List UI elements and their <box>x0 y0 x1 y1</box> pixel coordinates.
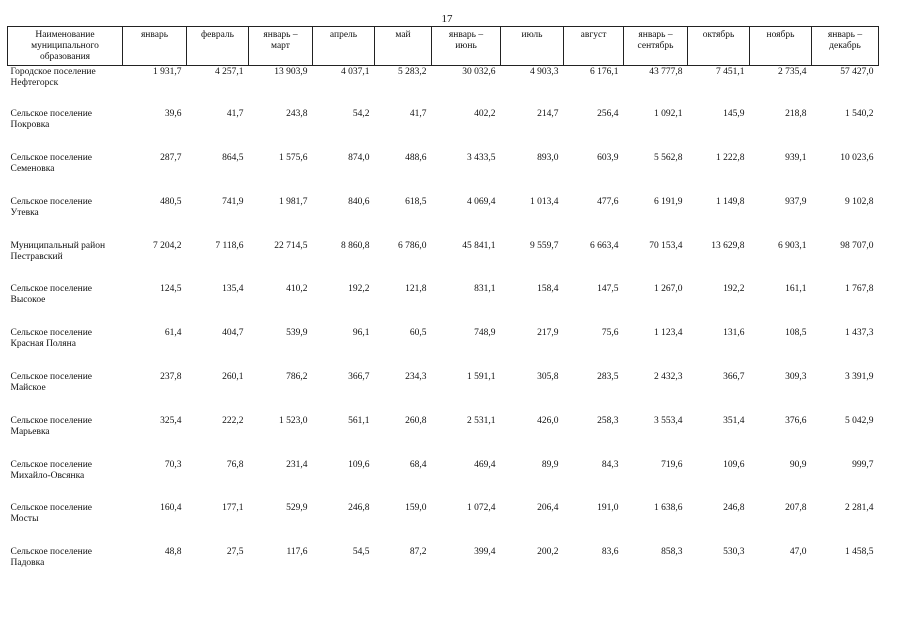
table-cell: 4 903,3 <box>530 67 559 77</box>
table-cell: 6 191,9 <box>654 196 683 207</box>
table-cell: 786,2 <box>286 372 308 383</box>
row-name-line: Сельское поселение <box>10 503 93 514</box>
table-cell: 89,9 <box>541 459 559 470</box>
row-name <box>8 460 123 504</box>
row-name-line: Городское поселение <box>10 67 96 77</box>
row-name <box>8 328 123 372</box>
table-cell: 4 069,4 <box>467 196 496 207</box>
table-cell: 121,8 <box>405 284 427 295</box>
table-cell: 1 931,7 <box>153 67 182 77</box>
table-cell: 54,2 <box>352 109 370 120</box>
table-cell: 305,8 <box>537 372 559 383</box>
table-cell: 5 283,2 <box>398 67 427 77</box>
table-cell: 177,1 <box>222 503 244 514</box>
table-cell: 748,9 <box>474 328 496 339</box>
table-cell: 618,5 <box>405 196 427 207</box>
table-cell: 399,4 <box>474 547 496 558</box>
table-cell: 76,8 <box>226 459 244 470</box>
table-cell: 3 553,4 <box>654 415 683 426</box>
column-header-7 <box>501 27 564 66</box>
column-header-8 <box>564 27 624 66</box>
table-cell: 43 777,8 <box>649 67 683 77</box>
table-cell: 937,9 <box>785 196 807 207</box>
header-row <box>8 27 879 66</box>
table-cell: 158,4 <box>537 284 559 295</box>
table-cell: 1 437,3 <box>845 328 874 339</box>
table-cell: 939,1 <box>785 153 807 164</box>
table-cell: 1 575,6 <box>279 153 308 164</box>
table-cell: 260,8 <box>405 415 427 426</box>
table-cell: 7 451,1 <box>716 67 745 77</box>
column-header-5 <box>375 27 432 66</box>
table-cell: 477,6 <box>597 196 619 207</box>
table-cell: 1 767,8 <box>845 284 874 295</box>
table-cell: 54,5 <box>352 547 370 558</box>
table-cell: 124,5 <box>160 284 182 295</box>
table-cell: 30 032,6 <box>462 67 496 77</box>
table-cell: 207,8 <box>785 503 807 514</box>
table-cell: 603,9 <box>597 153 619 164</box>
table-cell: 13 629,8 <box>711 240 745 251</box>
header-line: март <box>271 41 290 51</box>
table-cell: 7 118,6 <box>215 240 244 251</box>
row-name <box>8 372 123 416</box>
row-name <box>8 197 123 241</box>
header-line: апрель <box>329 30 358 40</box>
table-cell: 117,6 <box>286 547 308 558</box>
table-row <box>8 416 879 460</box>
table-row <box>8 460 879 504</box>
table-cell: 1 523,0 <box>279 415 308 426</box>
row-name <box>8 153 123 197</box>
row-name <box>8 416 123 460</box>
table-cell: 191,0 <box>597 503 619 514</box>
table-row <box>8 328 879 372</box>
row-name-line: Марьевка <box>10 426 50 437</box>
row-name-line: Сельское поселение <box>10 328 93 339</box>
header-line: июнь <box>455 41 477 51</box>
table-cell: 70,3 <box>164 459 182 470</box>
table-body <box>8 66 879 592</box>
table-cell: 243,8 <box>286 109 308 120</box>
column-header-name <box>8 27 123 66</box>
table-cell: 41,7 <box>226 109 244 120</box>
table-cell: 87,2 <box>409 547 427 558</box>
header-line: Наименование <box>35 30 95 40</box>
table-cell: 256,4 <box>597 109 619 120</box>
header-line: январь – <box>263 30 298 40</box>
table-cell: 1 981,7 <box>279 196 308 207</box>
table-cell: 1 149,8 <box>716 196 745 207</box>
table-cell: 6 663,4 <box>590 240 619 251</box>
table-cell: 200,2 <box>537 547 559 558</box>
table-row <box>8 503 879 547</box>
table-cell: 3 433,5 <box>467 153 496 164</box>
table-cell: 5 042,9 <box>845 415 874 426</box>
table-cell: 109,6 <box>723 459 745 470</box>
row-name-line: Муниципальный район <box>10 240 106 251</box>
table-cell: 366,7 <box>348 372 370 383</box>
table-cell: 4 037,1 <box>341 67 370 77</box>
table-cell: 1 458,5 <box>845 547 874 558</box>
table-cell: 2 281,4 <box>845 503 874 514</box>
row-name-line: Михайло-Овсянка <box>10 470 85 481</box>
table-cell: 145,9 <box>723 109 745 120</box>
table-cell: 237,8 <box>160 372 182 383</box>
table-cell: 1 013,4 <box>530 196 559 207</box>
table-cell: 61,4 <box>164 328 182 339</box>
table-cell: 4 257,1 <box>215 67 244 77</box>
table-cell: 192,2 <box>723 284 745 295</box>
table-cell: 8 860,8 <box>341 240 370 251</box>
table-cell: 41,7 <box>409 109 427 120</box>
table-cell: 60,5 <box>409 328 427 339</box>
table-cell: 47,0 <box>789 547 807 558</box>
column-header-4 <box>313 27 375 66</box>
table-cell: 27,5 <box>226 547 244 558</box>
column-header-11 <box>750 27 812 66</box>
table-cell: 217,9 <box>537 328 559 339</box>
table-cell: 2 432,3 <box>654 372 683 383</box>
table-cell: 222,2 <box>222 415 244 426</box>
header-line: май <box>395 30 411 40</box>
table-cell: 539,9 <box>286 328 308 339</box>
row-name-line: Нефтегорск <box>10 78 59 88</box>
column-header-10 <box>688 27 750 66</box>
table-cell: 48,8 <box>164 547 182 558</box>
table-cell: 325,4 <box>160 415 182 426</box>
row-name-line: Сельское поселение <box>10 196 93 207</box>
row-name-line: Мосты <box>10 514 39 525</box>
row-name <box>8 284 123 328</box>
table-cell: 161,1 <box>785 284 807 295</box>
table-cell: 488,6 <box>405 153 427 164</box>
row-name <box>8 66 123 110</box>
page-number: 17 <box>441 13 453 25</box>
table-cell: 1 540,2 <box>845 109 874 120</box>
header-line: октябрь <box>702 30 735 40</box>
table-cell: 719,6 <box>661 459 683 470</box>
header-line: июль <box>521 30 543 40</box>
table-cell: 404,7 <box>222 328 244 339</box>
header-line: январь – <box>827 30 863 40</box>
table-cell: 309,3 <box>785 372 807 383</box>
table-cell: 246,8 <box>723 503 745 514</box>
row-name-line: Сельское поселение <box>10 415 93 426</box>
table-cell: 893,0 <box>537 153 559 164</box>
table-cell: 214,7 <box>537 109 559 120</box>
table-cell: 135,4 <box>222 284 244 295</box>
table-row <box>8 241 879 285</box>
row-name <box>8 547 123 591</box>
header-line: январь – <box>638 30 673 40</box>
column-header-1 <box>123 27 187 66</box>
table-cell: 246,8 <box>348 503 370 514</box>
header-line: февраль <box>201 30 234 40</box>
row-name-line: Сельское поселение <box>10 372 93 383</box>
row-name <box>8 503 123 547</box>
table-cell: 234,3 <box>405 372 427 383</box>
table-cell: 147,5 <box>597 284 619 295</box>
table-cell: 96,1 <box>352 328 370 339</box>
table-cell: 1 638,6 <box>654 503 683 514</box>
table-cell: 874,0 <box>348 153 370 164</box>
header-line: декабрь <box>829 41 861 51</box>
table-cell: 45 841,1 <box>462 240 496 251</box>
table-row <box>8 284 879 328</box>
table-cell: 231,4 <box>286 459 308 470</box>
table-cell: 218,8 <box>785 109 807 120</box>
table-cell: 10 023,6 <box>840 153 874 164</box>
table-row <box>8 153 879 197</box>
table-cell: 480,5 <box>160 196 182 207</box>
row-name-line: Сельское поселение <box>10 284 93 295</box>
column-header-9 <box>624 27 688 66</box>
table-cell: 858,3 <box>661 547 683 558</box>
table-cell: 90,9 <box>789 459 807 470</box>
table-cell: 1 267,0 <box>654 284 683 295</box>
data-table <box>7 26 879 591</box>
table-cell: 68,4 <box>409 459 427 470</box>
row-name-line: Пестравский <box>10 251 63 262</box>
table-cell: 1 123,4 <box>654 328 683 339</box>
table-cell: 83,6 <box>601 547 619 558</box>
table-cell: 2 735,4 <box>778 67 807 77</box>
header-line: январь – <box>448 30 484 40</box>
table-cell: 131,6 <box>723 328 745 339</box>
table-cell: 160,4 <box>160 503 182 514</box>
row-name-line: Сельское поселение <box>10 459 93 470</box>
table-cell: 283,5 <box>597 372 619 383</box>
row-name-line: Сельское поселение <box>10 153 93 164</box>
header-line: образования <box>39 52 91 62</box>
table-cell: 999,7 <box>852 459 874 470</box>
table-cell: 39,6 <box>164 109 182 120</box>
header-line: ноябрь <box>766 30 795 40</box>
table-row <box>8 66 879 110</box>
table-cell: 351,4 <box>723 415 745 426</box>
table-cell: 2 531,1 <box>467 415 496 426</box>
table-cell: 206,4 <box>537 503 559 514</box>
table-cell: 469,4 <box>474 459 496 470</box>
table-row <box>8 197 879 241</box>
row-name-line: Красная Поляна <box>10 339 76 350</box>
table-cell: 260,1 <box>222 372 244 383</box>
table-cell: 109,6 <box>348 459 370 470</box>
table-cell: 5 562,8 <box>654 153 683 164</box>
table-cell: 530,3 <box>723 547 745 558</box>
table-cell: 1 591,1 <box>467 372 496 383</box>
table-cell: 6 786,0 <box>398 240 427 251</box>
table-cell: 9 102,8 <box>845 196 874 207</box>
table-cell: 529,9 <box>286 503 308 514</box>
table-cell: 864,5 <box>222 153 244 164</box>
table-cell: 9 559,7 <box>530 240 559 251</box>
table-cell: 159,0 <box>405 503 427 514</box>
table-cell: 831,1 <box>474 284 496 295</box>
table-cell: 1 072,4 <box>467 503 496 514</box>
table-cell: 426,0 <box>537 415 559 426</box>
table-cell: 366,7 <box>723 372 745 383</box>
table-cell: 376,6 <box>785 415 807 426</box>
row-name-line: Покровка <box>10 120 50 131</box>
table-cell: 1 092,1 <box>654 109 683 120</box>
header-line: сентябрь <box>637 41 674 51</box>
table-cell: 3 391,9 <box>845 372 874 383</box>
row-name-line: Семеновка <box>10 164 55 175</box>
column-header-6 <box>432 27 501 66</box>
table-cell: 13 903,9 <box>274 67 308 77</box>
table-cell: 57 427,0 <box>840 67 874 77</box>
table-row <box>8 372 879 416</box>
table-row <box>8 109 879 153</box>
table-cell: 192,2 <box>348 284 370 295</box>
table-cell: 410,2 <box>286 284 308 295</box>
row-name-line: Утевка <box>10 207 39 218</box>
table-cell: 75,6 <box>601 328 619 339</box>
header-line: январь <box>140 30 169 40</box>
row-name <box>8 241 123 285</box>
table-cell: 84,3 <box>601 459 619 470</box>
table-cell: 287,7 <box>160 153 182 164</box>
row-name <box>8 109 123 153</box>
table-cell: 258,3 <box>597 415 619 426</box>
header-line: муниципального <box>31 41 99 51</box>
header-line: август <box>580 30 607 40</box>
row-name-line: Сельское поселение <box>10 547 93 558</box>
table-cell: 1 222,8 <box>716 153 745 164</box>
table-cell: 402,2 <box>474 109 496 120</box>
row-name-line: Майское <box>10 383 46 394</box>
table-cell: 6 903,1 <box>778 240 807 251</box>
column-header-2 <box>187 27 249 66</box>
table-cell: 561,1 <box>348 415 370 426</box>
table-cell: 108,5 <box>785 328 807 339</box>
table-cell: 6 176,1 <box>590 67 619 77</box>
table-cell: 840,6 <box>348 196 370 207</box>
row-name-line: Высокое <box>10 295 46 306</box>
table-cell: 22 714,5 <box>274 240 308 251</box>
table-cell: 7 204,2 <box>153 240 182 251</box>
table-row <box>8 547 879 591</box>
table-cell: 98 707,0 <box>840 240 874 251</box>
table-cell: 741,9 <box>222 196 244 207</box>
column-header-12 <box>812 27 879 66</box>
table-cell: 70 153,4 <box>649 240 683 251</box>
row-name-line: Падовка <box>10 558 45 569</box>
row-name-line: Сельское поселение <box>10 109 93 120</box>
column-header-3 <box>249 27 313 66</box>
